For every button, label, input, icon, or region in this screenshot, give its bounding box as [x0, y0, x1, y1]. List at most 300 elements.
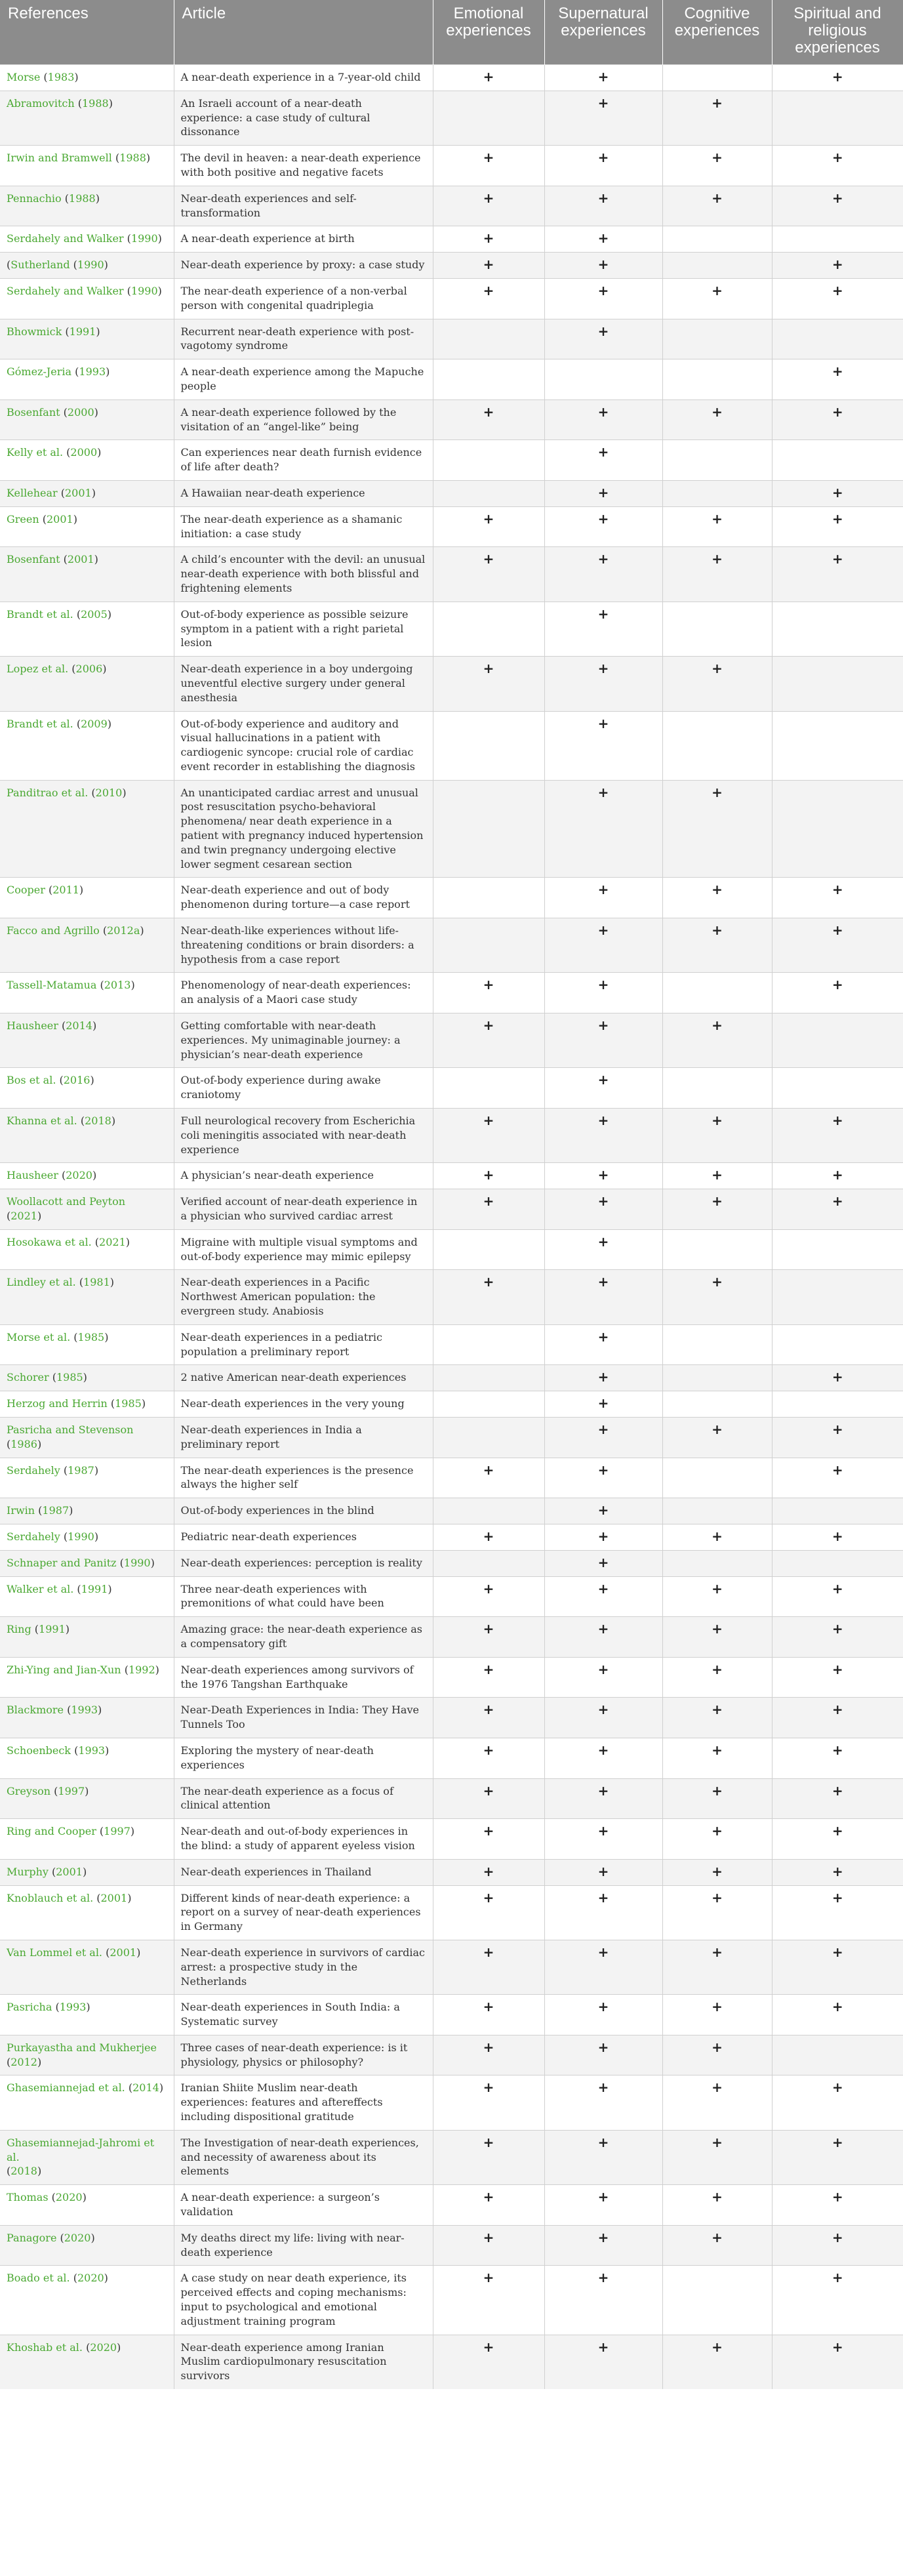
reference-year-link[interactable]: 2012	[10, 2055, 37, 2068]
mark-supernatural: +	[544, 278, 662, 319]
reference-paren: )	[108, 1582, 112, 1595]
article-title: Verified account of near-death experience in a physician who survived cardiac arrest	[174, 1189, 433, 1230]
mark-supernatural: +	[544, 1550, 662, 1576]
reference-cell	[0, 2266, 174, 2335]
reference-author-link[interactable]: Schoenbeck	[7, 1744, 71, 1757]
mark-spiritual	[772, 1498, 903, 1524]
reference-paren: (	[45, 884, 53, 897]
mark-supernatural: +	[544, 1013, 662, 1068]
reference-paren: (	[71, 1744, 79, 1757]
reference-author-link[interactable]: Panagore	[7, 2231, 57, 2244]
reference-author-link[interactable]: Gómez-Jeria	[7, 365, 72, 378]
reference-author-link[interactable]: Herzog and Herrin	[7, 1397, 108, 1410]
mark-supernatural: +	[544, 2266, 662, 2335]
reference-author-link[interactable]: Boado et al.	[7, 2272, 70, 2285]
reference-year-link[interactable]: 1985	[56, 1371, 83, 1384]
reference-cell	[0, 1189, 174, 1230]
reference-year-link[interactable]: 2021	[10, 1210, 37, 1223]
mark-emotional	[433, 1417, 544, 1458]
article-title: A near-death experience at birth	[174, 226, 433, 253]
mark-supernatural: +	[544, 1229, 662, 1270]
reference-author-link[interactable]: Blackmore	[7, 1704, 64, 1717]
reference-year-link[interactable]: 1990	[123, 1556, 151, 1569]
table-row	[0, 1109, 903, 1163]
reference-author-link[interactable]: Bos et al.	[7, 1074, 56, 1087]
reference-paren: (	[60, 1530, 68, 1543]
reference-year-link[interactable]: 2000	[67, 405, 94, 419]
mark-supernatural: +	[544, 918, 662, 973]
reference-paren: )	[97, 446, 102, 459]
reference-year-link[interactable]: 1990	[130, 232, 158, 245]
mark-cognitive: +	[662, 1778, 772, 1819]
article-title: Near-death experiences and self-transformation	[174, 186, 433, 226]
reference-author-link[interactable]: Pennachio	[7, 192, 62, 205]
mark-cognitive	[662, 1068, 772, 1109]
mark-emotional: +	[433, 1163, 544, 1189]
reference-cell	[0, 1163, 174, 1189]
mark-supernatural: +	[544, 1657, 662, 1698]
reference-year-link[interactable]: 1988	[69, 192, 96, 205]
reference-author-link[interactable]: Hausheer	[7, 1169, 58, 1182]
reference-paren: )	[102, 663, 107, 676]
reference-paren: )	[146, 152, 151, 165]
mark-supernatural: +	[544, 65, 662, 91]
reference-cell	[0, 440, 174, 481]
reference-cell	[0, 2185, 174, 2226]
reference-year-link[interactable]: 1987	[68, 1463, 94, 1477]
reference-cell	[0, 506, 174, 547]
mark-cognitive: +	[662, 146, 772, 186]
reference-author-link[interactable]: Hosokawa et al.	[7, 1235, 92, 1248]
reference-year-link[interactable]: 1993	[78, 1744, 106, 1757]
reference-paren: (	[88, 786, 96, 799]
mark-supernatural: +	[544, 657, 662, 711]
mark-cognitive: +	[662, 547, 772, 602]
reference-paren: (	[71, 365, 79, 378]
reference-paren: )	[94, 1530, 99, 1543]
reference-paren: (	[7, 2055, 11, 2068]
reference-author-link[interactable]: Bhowmick	[7, 325, 62, 338]
reference-paren: )	[92, 1019, 97, 1032]
reference-paren: (	[7, 258, 11, 272]
article-title: Near-death experience in a boy undergoing uneventful elective surgery under general anesthesia	[174, 657, 433, 711]
mark-spiritual: +	[772, 1738, 903, 1778]
reference-author-link[interactable]: Tassell-Matamua	[7, 979, 97, 992]
mark-spiritual: +	[772, 253, 903, 279]
mark-emotional: +	[433, 657, 544, 711]
reference-author-link[interactable]: Green	[7, 512, 39, 525]
reference-author-link[interactable]: Panditrao et al.	[7, 786, 89, 799]
reference-author-link[interactable]: Serdahely and Walker	[7, 232, 124, 245]
mark-supernatural: +	[544, 878, 662, 918]
reference-year-link[interactable]: 2001	[64, 486, 92, 499]
table-row	[0, 2035, 903, 2075]
mark-emotional	[433, 918, 544, 973]
reference-year-link[interactable]: 2009	[81, 717, 108, 730]
mark-emotional: +	[433, 226, 544, 253]
reference-year-link[interactable]: 2020	[77, 2272, 104, 2285]
mark-emotional: +	[433, 547, 544, 602]
reference-paren: (	[48, 2191, 56, 2204]
reference-paren: (	[107, 1397, 115, 1410]
mark-emotional: +	[433, 1885, 544, 1940]
reference-year-link[interactable]: 2001	[110, 1946, 137, 1959]
reference-paren: (	[123, 232, 131, 245]
reference-paren: )	[155, 1663, 159, 1676]
reference-author-link[interactable]: Irwin and Bramwell	[7, 152, 112, 165]
reference-author-link[interactable]: Serdahely and Walker	[7, 284, 124, 297]
reference-paren: )	[111, 1114, 116, 1128]
mark-emotional	[433, 1391, 544, 1418]
mark-emotional: +	[433, 1698, 544, 1738]
reference-cell	[0, 1698, 174, 1738]
mark-cognitive: +	[662, 1270, 772, 1324]
reference-cell	[0, 1229, 174, 1270]
mark-spiritual: +	[772, 278, 903, 319]
mark-supernatural: +	[544, 480, 662, 506]
reference-paren: )	[98, 1704, 102, 1717]
mark-cognitive	[662, 602, 772, 656]
reference-paren: (	[60, 1463, 68, 1477]
reference-year-link[interactable]: 1990	[77, 258, 104, 272]
reference-cell	[0, 1778, 174, 1819]
mark-supernatural: +	[544, 399, 662, 440]
reference-year-link[interactable]: 2011	[52, 884, 79, 897]
table-row	[0, 1995, 903, 2035]
mark-spiritual: +	[772, 1365, 903, 1391]
reference-author-link[interactable]: Knoblauch et al.	[7, 1891, 94, 1904]
reference-author-link[interactable]: Greyson	[7, 1784, 51, 1797]
reference-paren: (	[31, 1623, 39, 1636]
reference-year-link[interactable]: 2012a	[107, 924, 140, 937]
table-row	[0, 253, 903, 279]
reference-cell	[0, 2130, 174, 2184]
mark-emotional: +	[433, 1189, 544, 1230]
reference-cell	[0, 1940, 174, 1994]
table-row	[0, 1365, 903, 1391]
mark-spiritual: +	[772, 2075, 903, 2130]
reference-author-link[interactable]: Van Lommel et al.	[7, 1946, 103, 1959]
mark-cognitive: +	[662, 780, 772, 878]
article-title: A near-death experience in a 7-year-old child	[174, 65, 433, 91]
reference-author-link[interactable]: Pasricha and Stevenson	[7, 1423, 134, 1436]
reference-author-link[interactable]: Lopez et al.	[7, 663, 69, 676]
reference-paren: )	[141, 1397, 146, 1410]
article-title: A child’s encounter with the devil: an unusual near-death experience with both blissful and frightening elements	[174, 547, 433, 602]
reference-paren: )	[37, 1437, 42, 1450]
mark-spiritual: +	[772, 2266, 903, 2335]
article-title: Iranian Shiite Muslim near-death experiences: features and aftereffects including dispositional gratitude	[174, 2075, 433, 2130]
article-title: A near-death experience followed by the visitation of an “angel-like” being	[174, 399, 433, 440]
mark-emotional	[433, 359, 544, 400]
article-title: Three near-death experiences with premonitions of what could have been	[174, 1576, 433, 1617]
mark-emotional	[433, 1498, 544, 1524]
header-cognitive: Cognitive experiences	[662, 0, 772, 65]
reference-cell	[0, 1859, 174, 1885]
reference-paren: (	[49, 1371, 56, 1384]
reference-author-link[interactable]: Hausheer	[7, 1019, 58, 1032]
reference-paren: (	[116, 1556, 124, 1569]
mark-spiritual: +	[772, 973, 903, 1013]
mark-spiritual	[772, 1270, 903, 1324]
reference-year-link[interactable]: 1991	[69, 325, 96, 338]
reference-year-link[interactable]: 1997	[104, 1825, 130, 1838]
mark-cognitive	[662, 1391, 772, 1418]
reference-paren: (	[58, 1019, 66, 1032]
table-row	[0, 1819, 903, 1860]
reference-year-link[interactable]: 2001	[56, 1865, 83, 1878]
article-title: Near-death experiences in the very young	[174, 1391, 433, 1418]
mark-spiritual: +	[772, 1458, 903, 1498]
reference-year-link[interactable]: 2018	[85, 1114, 111, 1128]
reference-author-link[interactable]: Zhi-Ying and Jian-Xun	[7, 1663, 121, 1676]
mark-spiritual: +	[772, 2130, 903, 2184]
reference-paren: )	[82, 1865, 87, 1878]
reference-year-link[interactable]: 2013	[104, 979, 131, 992]
reference-paren: )	[85, 1784, 89, 1797]
reference-cell	[0, 2035, 174, 2075]
reference-paren: )	[104, 2272, 108, 2285]
reference-author-link[interactable]: Kellehear	[7, 486, 58, 499]
reference-year-link[interactable]: 2001	[67, 553, 94, 566]
mark-cognitive: +	[662, 399, 772, 440]
mark-emotional: +	[433, 146, 544, 186]
reference-author-link[interactable]: Ghasemiannejad et al.	[7, 2081, 125, 2095]
article-title: A case study on near death experience, its perceived effects and coping mechanisms: input to psychological and emotional adjustment training program	[174, 2266, 433, 2335]
reference-year-link[interactable]: 1985	[115, 1397, 142, 1410]
reference-year-link[interactable]: 1991	[81, 1582, 108, 1595]
reference-author-link[interactable]: Brandt et al.	[7, 607, 73, 621]
reference-paren: (	[91, 1235, 100, 1248]
reference-year-link[interactable]: 2021	[99, 1235, 126, 1248]
mark-emotional	[433, 711, 544, 780]
reference-year-link[interactable]: 2001	[47, 512, 73, 525]
reference-author-link[interactable]: Sutherland	[10, 258, 70, 272]
mark-cognitive	[662, 1229, 772, 1270]
mark-supernatural: +	[544, 602, 662, 656]
reference-year-link[interactable]: 1985	[77, 1330, 105, 1343]
mark-spiritual	[772, 657, 903, 711]
article-title: The near-death experiences is the presence always the higher self	[174, 1458, 433, 1498]
mark-spiritual: +	[772, 1417, 903, 1458]
table-row	[0, 2075, 903, 2130]
mark-supernatural: +	[544, 2130, 662, 2184]
reference-paren: (	[73, 607, 81, 621]
table-row	[0, 1657, 903, 1698]
article-title: Amazing grace: the near-death experience as a compensatory gift	[174, 1617, 433, 1658]
reference-paren: (	[75, 1276, 84, 1289]
reference-year-link[interactable]: 2005	[81, 607, 108, 621]
reference-year-link[interactable]: 2006	[75, 663, 103, 676]
mark-supernatural: +	[544, 1995, 662, 2035]
mark-supernatural: +	[544, 1940, 662, 1994]
reference-paren: )	[79, 884, 84, 897]
reference-year-link[interactable]: 2020	[64, 2231, 91, 2244]
mark-spiritual: +	[772, 1109, 903, 1163]
reference-year-link[interactable]: 1990	[68, 1530, 94, 1543]
reference-cell	[0, 1550, 174, 1576]
article-title: Migraine with multiple visual symptoms and out-of-body experience may mimic epilepsy	[174, 1229, 433, 1270]
header-references: References	[0, 0, 174, 65]
mark-emotional: +	[433, 2185, 544, 2226]
reference-year-link[interactable]: 2020	[66, 1169, 92, 1182]
reference-paren: )	[117, 2341, 121, 2354]
reference-paren: (	[39, 512, 47, 525]
reference-cell	[0, 399, 174, 440]
mark-spiritual: +	[772, 878, 903, 918]
reference-year-link[interactable]: 2020	[55, 2191, 83, 2204]
reference-paren: (	[77, 1114, 85, 1128]
reference-author-link[interactable]: Woollacott and Peyton	[7, 1195, 126, 1208]
mark-emotional	[433, 1229, 544, 1270]
table-row	[0, 186, 903, 226]
mark-spiritual: +	[772, 1885, 903, 1940]
reference-author-link[interactable]: Khanna et al.	[7, 1114, 77, 1128]
table-row	[0, 1189, 903, 1230]
mark-cognitive: +	[662, 2035, 772, 2075]
reference-author-link[interactable]: Morse	[7, 71, 41, 83]
table-row	[0, 1270, 903, 1324]
reference-paren: )	[140, 924, 144, 937]
table-row	[0, 1617, 903, 1658]
reference-author-link[interactable]: Serdahely	[7, 1530, 60, 1543]
reference-year-link[interactable]: 1981	[83, 1276, 110, 1289]
reference-paren: (	[52, 2001, 60, 2014]
reference-year-link[interactable]: 1991	[39, 1623, 66, 1636]
mark-emotional: +	[433, 506, 544, 547]
reference-cell	[0, 1391, 174, 1418]
reference-author-link[interactable]: Schnaper and Panitz	[7, 1556, 117, 1569]
mark-cognitive	[662, 973, 772, 1013]
table-row	[0, 319, 903, 359]
reference-year-link[interactable]: 1990	[130, 284, 158, 297]
reference-author-link[interactable]: Murphy	[7, 1865, 49, 1878]
mark-spiritual: +	[772, 359, 903, 400]
table-row	[0, 1163, 903, 1189]
mark-emotional: +	[433, 1617, 544, 1658]
reference-author-link[interactable]: Kelly et al.	[7, 446, 64, 459]
mark-spiritual: +	[772, 1524, 903, 1550]
reference-year-link[interactable]: 2018	[10, 2165, 37, 2178]
reference-paren: (	[96, 1825, 104, 1838]
reference-cell	[0, 1738, 174, 1778]
mark-emotional	[433, 1068, 544, 1109]
reference-year-link[interactable]: 1993	[59, 2001, 87, 2014]
reference-year-link[interactable]: 2014	[132, 2081, 159, 2095]
reference-author-link[interactable]: Schorer	[7, 1371, 49, 1384]
reference-cell	[0, 65, 174, 91]
reference-author-link[interactable]: Pasricha	[7, 2001, 52, 2014]
table-row	[0, 480, 903, 506]
reference-author-link[interactable]: Bosenfant	[7, 553, 60, 566]
reference-author-link[interactable]: Abramovitch	[7, 96, 75, 110]
reference-year-link[interactable]: 1986	[10, 1437, 37, 1450]
article-title: Near-Death Experiences in India: They Have Tunnels Too	[174, 1698, 433, 1738]
reference-year-link[interactable]: 2014	[66, 1019, 92, 1032]
article-title: Can experiences near death furnish evidence of life after death?	[174, 440, 433, 481]
reference-author-link[interactable]: Cooper	[7, 884, 45, 897]
table-row	[0, 91, 903, 145]
reference-author-link[interactable]: Ghasemiannejad-Jahromi et al.	[7, 2136, 155, 2163]
reference-author-link[interactable]: Ring and Cooper	[7, 1825, 96, 1838]
reference-year-link[interactable]: 1983	[47, 71, 75, 83]
reference-author-link[interactable]: Thomas	[7, 2191, 49, 2204]
reference-author-link[interactable]: Ring	[7, 1623, 31, 1636]
reference-paren: (	[57, 486, 65, 499]
reference-author-link[interactable]: Irwin	[7, 1504, 35, 1517]
header-row	[0, 0, 903, 65]
mark-cognitive: +	[662, 278, 772, 319]
article-title: Near-death experience among Iranian Muslim cardiopulmonary resuscitation survivors	[174, 2335, 433, 2389]
reference-author-link[interactable]: Morse et al.	[7, 1330, 71, 1343]
table-row	[0, 1229, 903, 1270]
mark-emotional: +	[433, 278, 544, 319]
reference-paren: )	[94, 405, 98, 419]
table-row	[0, 278, 903, 319]
reference-paren: (	[96, 979, 104, 992]
mark-cognitive: +	[662, 1417, 772, 1458]
mark-supernatural: +	[544, 2035, 662, 2075]
reference-year-link[interactable]: 2001	[100, 1891, 128, 1904]
table-row	[0, 973, 903, 1013]
reference-author-link[interactable]: Purkayastha and Mukherjee	[7, 2041, 157, 2054]
mark-emotional: +	[433, 1995, 544, 2035]
mark-cognitive: +	[662, 2185, 772, 2226]
mark-cognitive: +	[662, 1995, 772, 2035]
mark-spiritual: +	[772, 918, 903, 973]
reference-year-link[interactable]: 1988	[119, 152, 146, 165]
reference-year-link[interactable]: 1993	[79, 365, 106, 378]
mark-spiritual	[772, 780, 903, 878]
article-title: Full neurological recovery from Escherichia coli meningitis associated with near-death experience	[174, 1109, 433, 1163]
table-row	[0, 1738, 903, 1778]
mark-supernatural: +	[544, 440, 662, 481]
reference-year-link[interactable]: 2020	[90, 2341, 117, 2354]
mark-cognitive: +	[662, 2335, 772, 2389]
mark-emotional: +	[433, 1819, 544, 1860]
reference-paren: )	[105, 1744, 110, 1757]
reference-year-link[interactable]: 2000	[70, 446, 98, 459]
article-title: Different kinds of near-death experience: a report on a survey of near-death experiences in Germany	[174, 1885, 433, 1940]
mark-emotional: +	[433, 1270, 544, 1324]
mark-cognitive: +	[662, 1617, 772, 1658]
reference-year-link[interactable]: 1987	[42, 1504, 70, 1517]
reference-year-link[interactable]: 2010	[95, 786, 123, 799]
reference-author-link[interactable]: Facco and Agrillo	[7, 924, 100, 937]
reference-author-link[interactable]: Lindley et al.	[7, 1276, 76, 1289]
reference-year-link[interactable]: 2016	[63, 1074, 90, 1087]
mark-cognitive	[662, 440, 772, 481]
mark-cognitive: +	[662, 1819, 772, 1860]
table-row	[0, 440, 903, 481]
reference-year-link[interactable]: 1997	[58, 1784, 85, 1797]
reference-author-link[interactable]: Walker et al.	[7, 1582, 74, 1595]
mark-cognitive	[662, 359, 772, 400]
reference-author-link[interactable]: Brandt et al.	[7, 717, 73, 730]
mark-emotional: +	[433, 2225, 544, 2266]
mark-supernatural: +	[544, 780, 662, 878]
reference-cell	[0, 2335, 174, 2389]
reference-author-link[interactable]: Serdahely	[7, 1463, 60, 1477]
reference-year-link[interactable]: 1993	[71, 1704, 98, 1717]
reference-year-link[interactable]: 1992	[128, 1663, 155, 1676]
reference-author-link[interactable]: Bosenfant	[7, 405, 60, 419]
mark-cognitive: +	[662, 1163, 772, 1189]
mark-cognitive: +	[662, 1940, 772, 1994]
reference-author-link[interactable]: Khoshab et al.	[7, 2341, 83, 2354]
reference-year-link[interactable]: 1988	[81, 96, 109, 110]
table-row	[0, 2335, 903, 2389]
